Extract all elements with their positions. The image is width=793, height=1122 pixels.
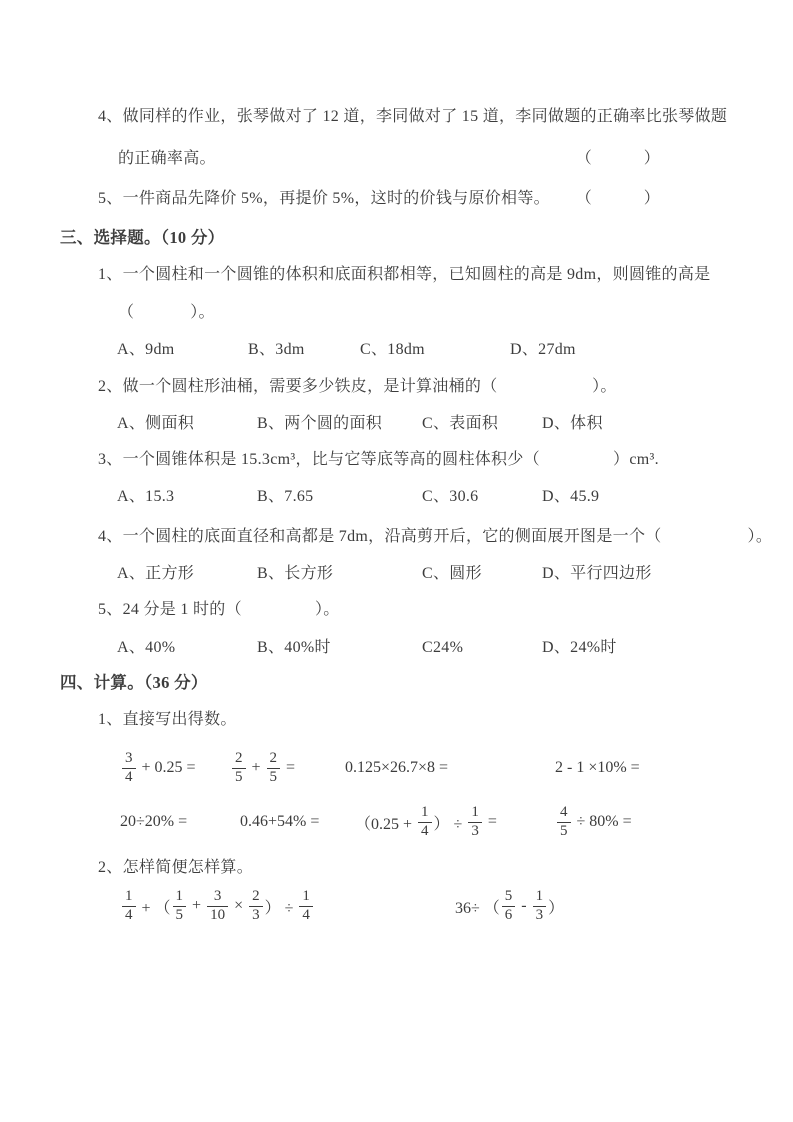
expression-text: （0.25 + bbox=[355, 815, 417, 833]
choice-q2-option-a: A、侧面积 bbox=[117, 415, 195, 432]
fraction-denominator: 3 bbox=[533, 906, 547, 924]
judge-item-4-answer-blank: （ ） bbox=[575, 150, 660, 167]
fraction-numerator: 1 bbox=[175, 888, 184, 905]
expression-text: 36÷ （ bbox=[455, 899, 500, 917]
choice-q5-option-a: A、40% bbox=[117, 639, 176, 656]
fraction-denominator: 5 bbox=[267, 768, 281, 786]
fraction bbox=[299, 888, 313, 924]
judge-item-5-answer-blank: （ ） bbox=[575, 190, 660, 207]
calc-expression-1-1 bbox=[120, 750, 230, 786]
expression-text: + bbox=[188, 897, 206, 914]
expression-text: - bbox=[517, 897, 531, 914]
calc-expression-1-2 bbox=[230, 750, 345, 786]
choice-q4-option-d: D、平行四边形 bbox=[542, 565, 652, 582]
simplify-expression-1 bbox=[120, 888, 455, 924]
calc-row-2 bbox=[120, 799, 740, 845]
fraction bbox=[249, 888, 263, 924]
fraction bbox=[232, 750, 246, 786]
fraction bbox=[173, 888, 187, 924]
fraction-denominator: 4 bbox=[299, 906, 313, 924]
fraction-numerator: 2 bbox=[235, 750, 243, 767]
fraction-denominator: 6 bbox=[502, 906, 516, 924]
choice-q1-option-c: C、18dm bbox=[360, 341, 425, 358]
fraction-denominator: 4 bbox=[418, 822, 432, 840]
simplify-expression-2 bbox=[455, 888, 564, 924]
choice-q5-stem: 5、24 分是 1 时的（ ）。 bbox=[98, 601, 340, 618]
expression-text: ） ÷ bbox=[264, 899, 298, 917]
judge-item-5-text: 5、一件商品先降价 5%，再提价 5%，这时的价钱与原价相等。 bbox=[98, 190, 550, 207]
expression-text: ÷ 80% = bbox=[572, 813, 632, 830]
choice-q2-stem: 2、做一个圆柱形油桶，需要多少铁皮，是计算油桶的（ ）。 bbox=[98, 378, 617, 395]
section-3-heading: 三、选择题。（10 分） bbox=[60, 228, 225, 247]
fraction bbox=[533, 888, 547, 924]
fraction-denominator: 5 bbox=[557, 822, 571, 840]
expression-text: ） bbox=[548, 899, 565, 917]
choice-q1-option-b: B、3dm bbox=[248, 341, 305, 358]
calc-expression-1-3 bbox=[345, 759, 555, 777]
expression-text: = bbox=[282, 759, 296, 776]
fraction bbox=[267, 750, 281, 786]
section-4-heading: 四、计算。（36 分） bbox=[60, 673, 208, 692]
choice-q3-option-d: D、45.9 bbox=[542, 488, 600, 505]
choice-q1-answer-blank: （ ）。 bbox=[118, 304, 215, 321]
choice-q5-option-d: D、24%时 bbox=[542, 639, 617, 656]
fraction bbox=[557, 804, 571, 840]
calc-expression-2-3 bbox=[355, 804, 555, 840]
expression-text: 20÷20% = bbox=[120, 813, 188, 830]
expression-text: + 0.25 = bbox=[137, 759, 196, 776]
fraction-denominator: 5 bbox=[232, 768, 246, 786]
choice-q3-options bbox=[117, 486, 740, 508]
calc-expression-2-2 bbox=[240, 813, 355, 831]
fraction-numerator: 1 bbox=[535, 888, 544, 905]
choice-q3-option-b: B、7.65 bbox=[257, 488, 314, 505]
fraction-denominator: 10 bbox=[207, 906, 228, 924]
calc-expression-2-1 bbox=[120, 813, 240, 831]
fraction-numerator: 1 bbox=[125, 888, 133, 905]
calc-expression-1-4 bbox=[555, 759, 640, 777]
fraction-numerator: 3 bbox=[125, 750, 133, 767]
choice-q1-stem: 1、一个圆柱和一个圆锥的体积和底面积都相等，已知圆柱的高是 9dm，则圆锥的高是 bbox=[98, 266, 711, 283]
judge-item-4-line1: 4、做同样的作业，张琴做对了 12 道，李同做对了 15 道，李同做题的正确率比张琴做题 bbox=[98, 108, 728, 125]
judge-item-4-line2 bbox=[118, 148, 740, 170]
fraction-numerator: 3 bbox=[213, 888, 222, 905]
choice-q5-option-b: B、40%时 bbox=[257, 639, 331, 656]
judge-item-5 bbox=[98, 188, 740, 210]
choice-q4-option-c: C、圆形 bbox=[422, 565, 482, 582]
choice-q4-option-a: A、正方形 bbox=[117, 565, 195, 582]
choice-q4-stem: 4、一个圆柱的底面直径和高都是 7dm，沿高剪开后，它的侧面展开图是一个（ ）。 bbox=[98, 528, 773, 545]
fraction-numerator: 1 bbox=[421, 804, 429, 821]
calc-expression-2-4 bbox=[555, 804, 632, 840]
expression-text: 0.46+54% = bbox=[240, 813, 320, 830]
fraction-numerator: 1 bbox=[302, 888, 310, 905]
fraction-numerator: 2 bbox=[269, 750, 278, 767]
expression-text: + bbox=[247, 759, 265, 776]
choice-q3-option-c: C、30.6 bbox=[422, 488, 479, 505]
expression-text: 0.125×26.7×8 = bbox=[345, 759, 449, 776]
fraction bbox=[502, 888, 516, 924]
fraction bbox=[468, 804, 482, 840]
fraction-denominator: 3 bbox=[468, 822, 482, 840]
fraction-numerator: 2 bbox=[252, 888, 260, 905]
choice-q3-option-a: A、15.3 bbox=[117, 488, 175, 505]
expression-text: + （ bbox=[137, 899, 171, 917]
calc-row-1 bbox=[120, 745, 740, 791]
choice-q5-options bbox=[117, 637, 740, 659]
simplify-row bbox=[120, 883, 740, 929]
choice-q1-option-a: A、9dm bbox=[117, 341, 175, 358]
choice-q3-stem: 3、一个圆锥体积是 15.3cm³，比与它等底等高的圆柱体积少（ ）cm³. bbox=[98, 451, 659, 468]
expression-text: = bbox=[483, 813, 497, 830]
choice-q2-option-c: C、表面积 bbox=[422, 415, 499, 432]
calc-sub1-label: 1、直接写出得数。 bbox=[98, 711, 237, 728]
fraction bbox=[207, 888, 228, 924]
fraction-numerator: 1 bbox=[471, 804, 479, 821]
judge-item-4-text: 的正确率高。 bbox=[118, 150, 216, 167]
expression-text: 2 - 1 ×10% = bbox=[555, 759, 640, 776]
fraction-numerator: 5 bbox=[504, 888, 513, 905]
choice-q4-options bbox=[117, 563, 740, 585]
choice-q5-option-c: C24% bbox=[422, 639, 464, 656]
expression-text: ） ÷ bbox=[433, 815, 467, 833]
fraction-numerator: 4 bbox=[560, 804, 568, 821]
fraction bbox=[122, 888, 136, 924]
choice-q4-option-b: B、长方形 bbox=[257, 565, 334, 582]
choice-q2-options bbox=[117, 413, 740, 435]
expression-text: × bbox=[230, 897, 248, 914]
calc-sub2-label: 2、怎样简便怎样算。 bbox=[98, 859, 254, 876]
choice-q1-options bbox=[117, 339, 740, 361]
choice-q1-option-d: D、27dm bbox=[510, 341, 576, 358]
choice-q2-option-b: B、两个圆的面积 bbox=[257, 415, 383, 432]
fraction-denominator: 4 bbox=[122, 768, 136, 786]
fraction-denominator: 5 bbox=[173, 906, 187, 924]
fraction-denominator: 4 bbox=[122, 906, 136, 924]
choice-q2-option-d: D、体积 bbox=[542, 415, 603, 432]
fraction bbox=[418, 804, 432, 840]
fraction bbox=[122, 750, 136, 786]
fraction-denominator: 3 bbox=[249, 906, 263, 924]
